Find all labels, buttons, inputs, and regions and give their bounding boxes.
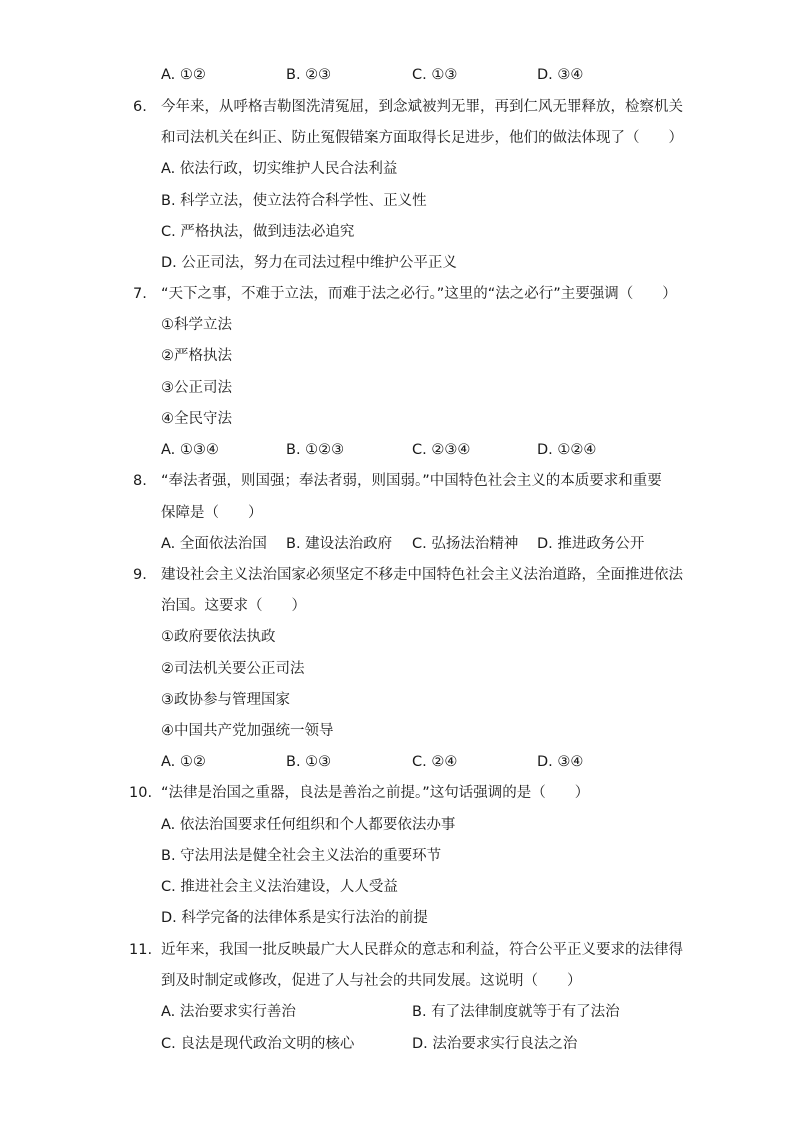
option-b: B. ②③ (286, 67, 332, 83)
option-c: C. 弘扬法治精神 (412, 536, 519, 552)
question-stem: 近年来，我国一批反映最广大人民群众的意志和利益，符合公平正义要求的法律得 (161, 942, 683, 958)
option-c: C. ①③ (412, 67, 458, 83)
option-c: C. ②④ (412, 754, 458, 770)
option-c: C. ②③④ (412, 442, 471, 458)
option-a: A. 法治要求实行善治 (161, 1004, 296, 1020)
question-stem: 今年来，从呼格吉勒图洗清冤屈，到念斌被判无罪，再到仁风无罪释放，检察机关 (161, 99, 683, 115)
option-c: C. 推进社会主义法治建设，人人受益 (161, 879, 398, 895)
question-stem: 治国。这要求（ ） (161, 598, 306, 614)
question-number: 6. (133, 99, 147, 115)
option-d: D. 法治要求实行良法之治 (412, 1036, 578, 1052)
question-stem: 到及时制定或修改，促进了人与社会的共同发展。这说明（ ） (161, 973, 582, 989)
option-b: B. ①②③ (286, 442, 345, 458)
statement-4: ④全民守法 (161, 411, 232, 427)
question-number: 11. (129, 942, 153, 958)
option-c: C. 良法是现代政治文明的核心 (161, 1036, 355, 1052)
statement-3: ③政协参与管理国家 (161, 692, 290, 708)
question-number: 7. (133, 286, 147, 302)
option-b: B. ①③ (286, 754, 332, 770)
option-d: D. 科学完备的法律体系是实行法治的前提 (161, 910, 428, 926)
option-c: C. 严格执法，做到违法必追究 (161, 224, 355, 240)
statement-2: ②严格执法 (161, 348, 232, 364)
statement-1: ①科学立法 (161, 317, 232, 333)
option-d: D. ③④ (537, 67, 584, 83)
question-stem: “法律是治国之重器，良法是善治之前提。”这句话强调的是（ ） (161, 785, 590, 801)
question-stem: 保障是（ ） (161, 505, 263, 521)
question-number: 9. (133, 567, 147, 583)
option-a: A. ①② (161, 67, 206, 83)
option-d: D. ①②④ (537, 442, 597, 458)
question-stem: 建设社会主义法治国家必须坚定不移走中国特色社会主义法治道路，全面推进依法 (161, 567, 683, 583)
statement-4: ④中国共产党加强统一领导 (161, 723, 334, 739)
option-d: D. ③④ (537, 754, 584, 770)
option-a: A. ①③④ (161, 442, 219, 458)
question-stem: 和司法机关在纠正、防止冤假错案方面取得长足进步，他们的做法体现了（ ） (161, 130, 683, 146)
option-a: A. ①② (161, 754, 206, 770)
statement-2: ②司法机关要公正司法 (161, 661, 305, 677)
option-b: B. 科学立法，使立法符合科学性、正义性 (161, 193, 427, 209)
option-a: A. 全面依法治国 (161, 536, 267, 552)
option-a: A. 依法治国要求任何组织和个人都要依法办事 (161, 817, 456, 833)
option-b: B. 建设法治政府 (286, 536, 393, 552)
option-b: B. 有了法律制度就等于有了法治 (412, 1004, 620, 1020)
question-stem: “奉法者强，则国强；奉法者弱，则国弱。”中国特色社会主义的本质要求和重要 (161, 473, 662, 489)
question-number: 10. (129, 785, 153, 801)
option-b: B. 守法用法是健全社会主义法治的重要环节 (161, 848, 442, 864)
question-stem: “天下之事，不难于立法，而难于法之必行。”这里的“法之必行”主要强调（ ） (161, 286, 677, 302)
option-d: D. 公正司法，努力在司法过程中维护公平正义 (161, 255, 457, 271)
option-a: A. 依法行政，切实维护人民合法利益 (161, 161, 398, 177)
statement-1: ①政府要依法执政 (161, 629, 276, 645)
statement-3: ③公正司法 (161, 380, 232, 396)
question-number: 8. (133, 473, 147, 489)
option-d: D. 推进政务公开 (537, 536, 645, 552)
